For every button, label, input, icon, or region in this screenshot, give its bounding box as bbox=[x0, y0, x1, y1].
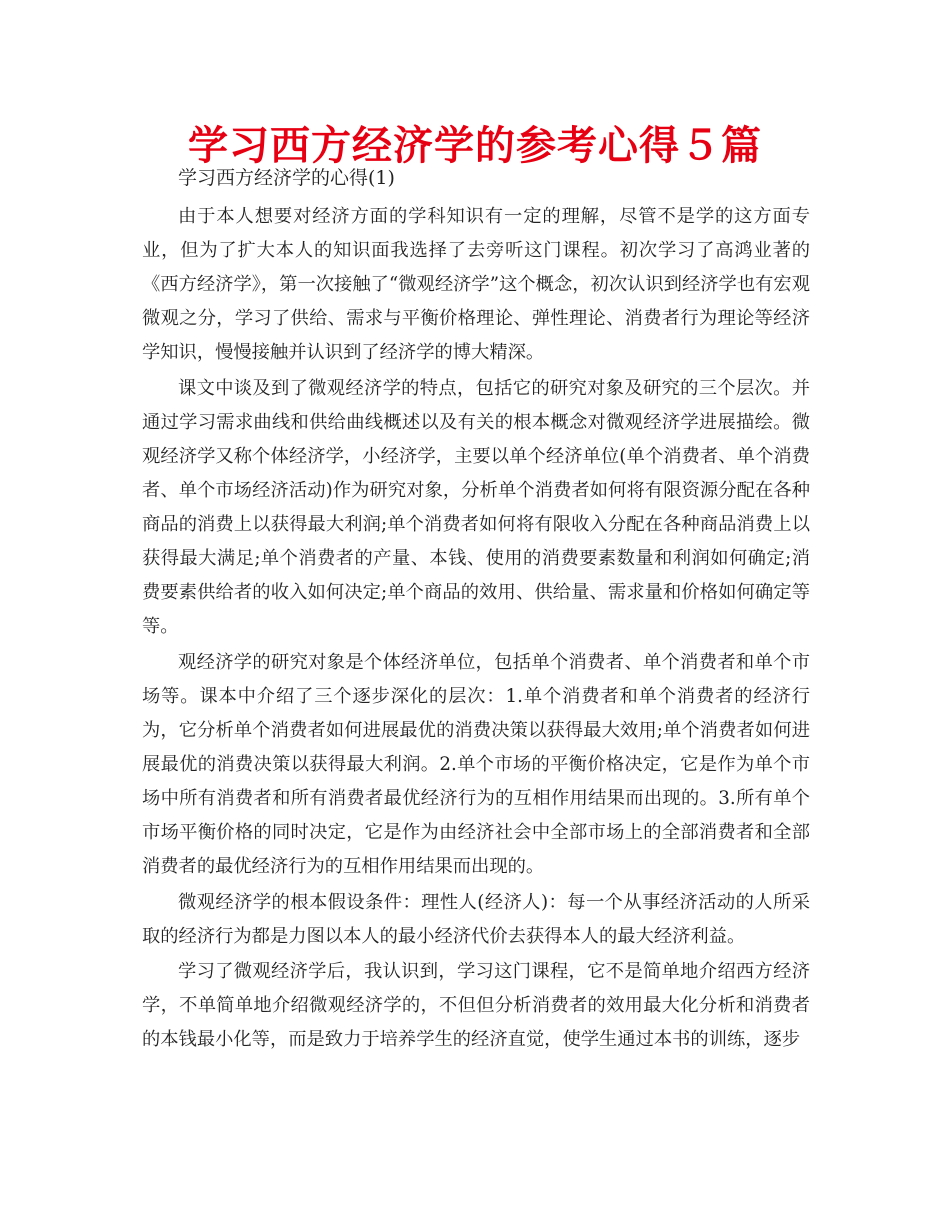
paragraph: 课文中谈及到了微观经济学的特点，包括它的研究对象及研究的三个层次。并通过学习需求曲线和供给曲线概述以及有关的根本概念对微观经济学进展描绘。微观经济学又称个体经济学，小经济学，主要以单个经济单位(单个消费者、单个消费者、单个市场经济活动)作为研究对象，分析单个消费者如何将有限资源分配在各种商品的消费上以获得最大利润;单个消费者如何将有限收入分配在各种商品消费上以获得最大满足;单个消费者的产量、本钱、使用的消费要素数量和利润如何确定;消费要素供给者的收入如何决定;单个商品的效用、供给量、需求量和价格如何确定等等。 bbox=[142, 377, 810, 638]
document-title: 学习西方经济学的参考心得５篇 bbox=[188, 123, 762, 169]
paragraph: 由于本人想要对经济方面的学科知识有一定的理解，尽管不是学的这方面专业，但为了扩大本人的知识面我选择了去旁听这门课程。初次学习了高鸿业著的《西方经济学》，第一次接触了“微观经济学”这个概念，初次认识到经济学也有宏观微观之分，学习了供给、需求与平衡价格理论、弹性理论、消费者行为理论等经济学知识，慢慢接触并认识到了经济学的博大精深。 bbox=[142, 206, 810, 364]
document-subtitle: 学习西方经济学的心得(1) bbox=[178, 167, 395, 189]
document-body bbox=[142, 200, 810, 1059]
paragraph: 学习了微观经济学后，我认识到，学习这门课程，它不是简单地介绍西方经济学，不单简单地介绍微观经济学的，不但但分析消费者的效用最大化分析和消费者的本钱最小化等，而是致力于培养学生的经济直觉，使学生通过本书的训练，逐步 bbox=[142, 961, 810, 1051]
paragraph: 观经济学的研究对象是个体经济单位，包括单个消费者、单个消费者和单个市场等。课本中介绍了三个逐步深化的层次：1.单个消费者和单个消费者的经济行为，它分析单个消费者如何进展最优的消费决策以获得最大效用;单个消费者如何进展最优的消费决策以获得最大利润。2.单个市场的平衡价格决定，它是作为单个市场中所有消费者和所有消费者最优经济行为的互相作用结果而出现的。3.所有单个市场平衡价格的同时决定，它是作为由经济社会中全部市场上的全部消费者和全部消费者的最优经济行为的互相作用结果而出现的。 bbox=[142, 651, 810, 878]
paragraph: 微观经济学的根本假设条件：理性人(经济人)：每一个从事经济活动的人所采取的经济行为都是力图以本人的最小经济代价去获得本人的最大经济利益。 bbox=[142, 891, 810, 947]
